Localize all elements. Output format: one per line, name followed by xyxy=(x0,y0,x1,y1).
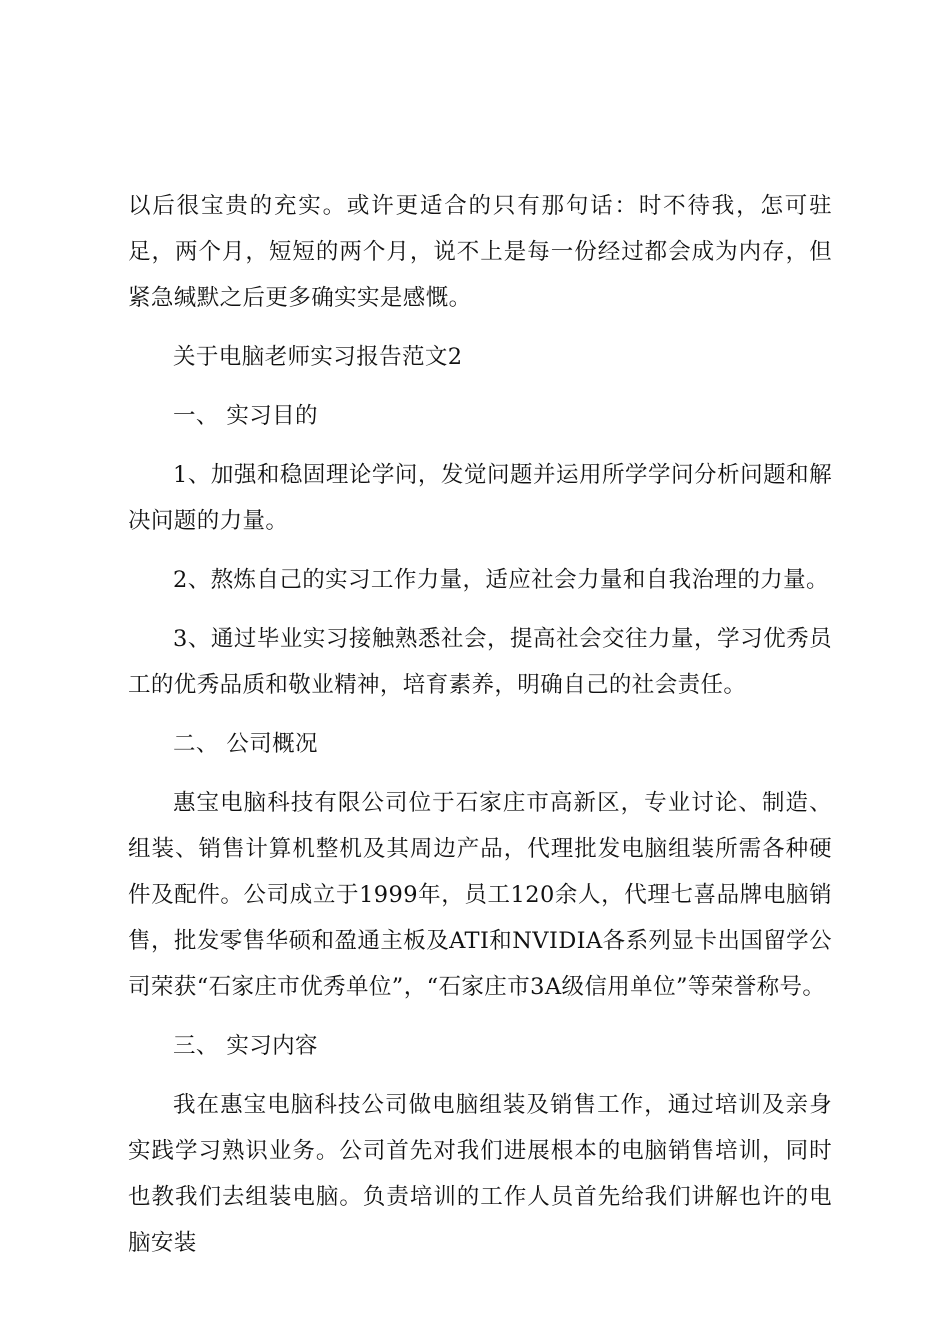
purpose-item-3: 3、通过毕业实习接触熟悉社会，提高社会交往力量，学习优秀员工的优秀品质和敬业精神，培育素养，明确自己的社会责任。 xyxy=(128,626,832,698)
purpose-item-1: 1、加强和稳固理论学问，发觉问题并运用所学学问分析问题和解决问题的力量。 xyxy=(128,462,832,534)
internship-content-paragraph: 我在惠宝电脑科技公司做电脑组装及销售工作，通过培训及亲身实践学习熟识业务。公司首先对我们进展根本的电脑销售培训，同时也教我们去组装电脑。负责培训的工作人员首先给我们讲解也许的电脑安装 xyxy=(128,1092,832,1256)
heading-internship-purpose: 一、 实习目的 xyxy=(173,403,318,429)
heading-company-overview: 二、 公司概况 xyxy=(173,731,318,757)
heading-internship-content: 三、 实习内容 xyxy=(173,1033,318,1059)
document-body xyxy=(128,183,832,1279)
company-overview-paragraph: 惠宝电脑科技有限公司位于石家庄市高新区，专业讨论、制造、组装、销售计算机整机及其周边产品，代理批发电脑组装所需各种硬件及配件。公司成立于1999年，员工120余人，代理七喜品牌电脑销售，批发零售华硕和盈通主板及ATI和NVIDIA各系列显卡出国留学公司荣获“石家庄市优秀单位”，“石家庄市3A级信用单位”等荣誉称号。 xyxy=(128,790,832,1000)
paragraph-continuation: 以后很宝贵的充实。或许更适合的只有那句话：时不待我，怎可驻足，两个月，短短的两个月，说不上是每一份经过都会成为内存，但紧急缄默之后更多确实实是感慨。 xyxy=(128,193,832,311)
purpose-item-2: 2、熬炼自己的实习工作力量，适应社会力量和自我治理的力量。 xyxy=(173,567,829,593)
section-title: 关于电脑老师实习报告范文2 xyxy=(173,344,463,370)
